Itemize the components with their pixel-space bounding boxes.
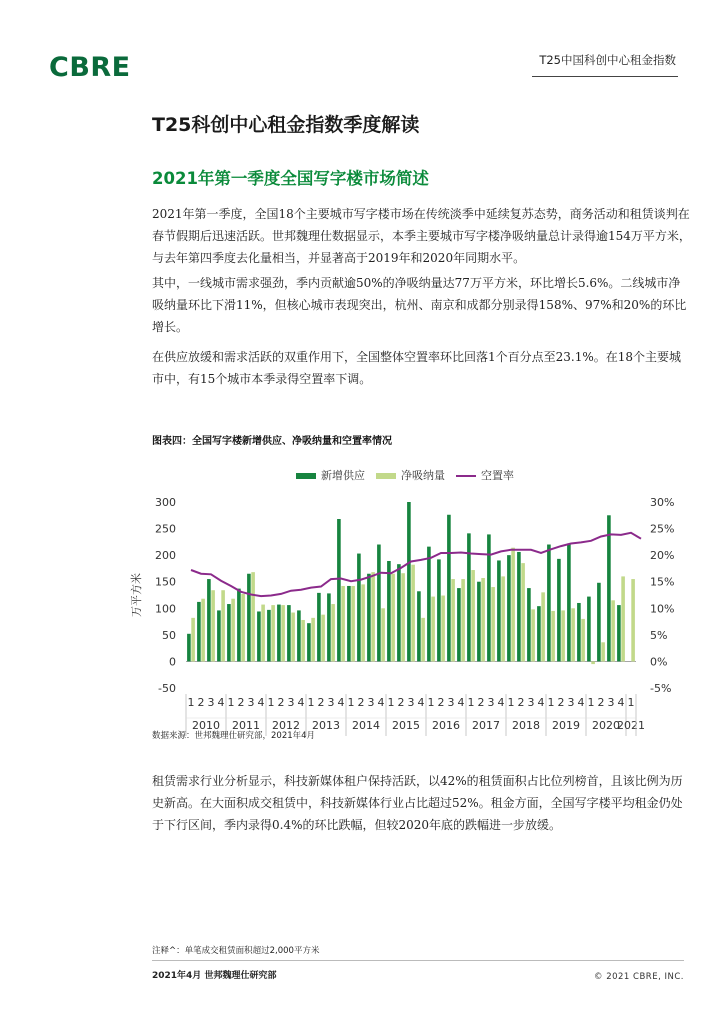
year-label: 2021 (617, 719, 645, 732)
paragraph-1: 2021年第一季度，全国18个主要城市写字楼市场在传统淡季中延续复苏态势，商务活动和租赁谈判在春节假期后迅速活跃。世邦魏理仕数据显示，本季主要城市写字楼净吸纳量总计录得逾154万平方米，与去年第四季度去化量相当，并显著高于2019年和2020年同期水平。 (152, 207, 691, 265)
absorption-bar (631, 579, 635, 661)
footer-rule (152, 960, 684, 961)
supply-bar (197, 602, 201, 662)
quarter-label: 1 (227, 696, 235, 709)
supply-bar (407, 502, 411, 661)
quarter-label: 4 (417, 696, 425, 709)
absorption-bar (191, 618, 195, 662)
legend-label-supply: 新增供应 (321, 469, 365, 482)
quarter-label: 2 (477, 696, 485, 709)
absorption-bar (411, 565, 415, 662)
quarter-label: 4 (617, 696, 625, 709)
supply-bar (537, 606, 541, 661)
quarter-label: 3 (487, 696, 495, 709)
supply-bar (287, 605, 291, 661)
vacancy-line (191, 533, 641, 596)
y2-tick-label: 15% (650, 575, 675, 589)
quarter-label: 4 (217, 696, 225, 709)
supply-bar (417, 591, 421, 661)
supply-bar (277, 605, 281, 662)
y-tick-label: 250 (155, 522, 176, 536)
y-tick-label: 150 (155, 575, 176, 589)
quarter-label: 3 (567, 696, 575, 709)
supply-bar (397, 564, 401, 661)
supply-bar (587, 597, 591, 662)
absorption-bar (391, 574, 395, 662)
quarter-label: 4 (337, 696, 345, 709)
quarter-label: 3 (407, 696, 415, 709)
absorption-bar (431, 597, 435, 662)
supply-bar (447, 515, 451, 662)
supply-bar (597, 583, 601, 662)
absorption-bar (261, 605, 265, 662)
supply-bar (367, 574, 371, 662)
quarter-label: 4 (257, 696, 265, 709)
absorption-bar (481, 578, 485, 661)
absorption-bar (531, 609, 535, 661)
y2-tick-label: 30% (650, 496, 675, 509)
supply-bar (317, 593, 321, 662)
supply-bar (547, 545, 551, 662)
absorption-bar (401, 573, 405, 661)
absorption-bar (201, 599, 205, 662)
quarter-label: 1 (627, 696, 635, 709)
figure-title: 图表四：全国写字楼新增供应、净吸纳量和空置率情况 (152, 436, 392, 447)
supply-bar (247, 574, 251, 662)
copyright: © 2021 CBRE, INC. (594, 972, 684, 982)
absorption-bar (381, 608, 385, 661)
y-tick-label: 0 (169, 655, 176, 669)
quarter-label: 2 (357, 696, 365, 709)
year-label: 2017 (472, 719, 500, 732)
y2-tick-label: -5% (650, 682, 672, 695)
absorption-bar (441, 596, 445, 662)
paragraph-3: 在供应放缓和需求活跃的双重作用下，全国整体空置率环比回落1个百分点至23.1%。在18个主要城市中，有15个城市本季录得空置率下调。 (152, 350, 682, 386)
legend-swatch-supply (296, 473, 316, 479)
supply-bar (567, 543, 571, 661)
paragraph-2: 其中，一线城市需求强劲，季内贡献逾50%的净吸纳量达77万平方米，环比增长5.6%。二线城市净吸纳量环比下滑11%，但核心城市表现突出，杭州、南京和成都分别录得158%、97%和20%的环比增长。 (152, 276, 687, 334)
supply-bar (337, 519, 341, 661)
absorption-bar (361, 584, 365, 661)
y-tick-label: 100 (155, 602, 176, 616)
quarter-label: 2 (317, 696, 325, 709)
absorption-bar (351, 586, 355, 661)
year-label: 2015 (392, 719, 420, 732)
quarter-label: 2 (597, 696, 605, 709)
quarter-label: 1 (187, 696, 195, 709)
supply-bar (227, 604, 231, 661)
supply-absorption-vacancy-chart (128, 462, 688, 732)
absorption-bar (341, 586, 345, 661)
year-label: 2020 (592, 719, 620, 732)
supply-bar (347, 586, 351, 661)
quarter-label: 2 (197, 696, 205, 709)
quarter-label: 4 (497, 696, 505, 709)
absorption-bar (451, 579, 455, 661)
absorption-bar (541, 592, 545, 661)
y2-tick-label: 5% (650, 628, 668, 642)
absorption-bar (251, 572, 255, 661)
absorption-bar (421, 618, 425, 662)
supply-bar (427, 547, 431, 662)
quarter-label: 2 (557, 696, 565, 709)
quarter-label: 3 (287, 696, 295, 709)
quarter-label: 2 (397, 696, 405, 709)
supply-bar (617, 605, 621, 661)
year-label: 2010 (192, 719, 220, 732)
year-label: 2019 (552, 719, 580, 732)
quarter-label: 3 (207, 696, 215, 709)
supply-bar (297, 610, 301, 661)
y-tick-label: 200 (155, 549, 176, 563)
absorption-bar (571, 608, 575, 661)
absorption-bar (291, 613, 295, 662)
supply-bar (497, 560, 501, 661)
legend-swatch-absorption (376, 473, 396, 479)
absorption-bar (231, 599, 235, 662)
absorption-bar (211, 590, 215, 661)
quarter-label: 1 (427, 696, 435, 709)
year-label: 2011 (232, 719, 260, 732)
absorption-bar (471, 570, 475, 661)
absorption-bar (591, 661, 595, 664)
quarter-label: 1 (507, 696, 515, 709)
section-title: 2021年第一季度全国写字楼市场简述 (152, 169, 429, 188)
supply-bar (207, 579, 211, 661)
absorption-bar (301, 620, 305, 661)
paragraph-4: 租赁需求行业分析显示，科技新媒体租户保持活跃，以42%的租赁面积占比位列榜首，且该比例为历史新高。在大面积成交租赁中，科技新媒体行业占比超过52%。租金方面，全国写字楼平均租金仍处于下行区间，季内录得0.4%的环比跌幅，但较2020年底的跌幅进一步放缓。 (152, 774, 683, 832)
legend-label-vacancy: 空置率 (481, 469, 514, 482)
quarter-label: 3 (367, 696, 375, 709)
cbre-logo: CBRE (49, 52, 131, 83)
supply-bar (307, 623, 311, 661)
absorption-bar (311, 618, 315, 662)
legend-label-absorption: 净吸纳量 (401, 469, 445, 482)
absorption-bar (621, 576, 625, 661)
footnote: 注释^：单笔成交租赁面积超过2,000平方米 (152, 946, 320, 956)
y-axis-label: 万平方米 (130, 573, 143, 617)
quarter-label: 3 (327, 696, 335, 709)
absorption-bar (521, 563, 525, 661)
quarter-label: 4 (577, 696, 585, 709)
absorption-bar (581, 619, 585, 662)
absorption-bar (331, 604, 335, 661)
y-tick-label: 300 (155, 496, 176, 509)
supply-bar (517, 552, 521, 661)
absorption-bar (271, 605, 275, 661)
header-rule (532, 76, 678, 77)
quarter-label: 3 (527, 696, 535, 709)
quarter-label: 1 (387, 696, 395, 709)
quarter-label: 2 (517, 696, 525, 709)
quarter-label: 3 (607, 696, 615, 709)
y2-tick-label: 10% (650, 602, 675, 616)
supply-bar (607, 515, 611, 661)
supply-bar (257, 611, 261, 661)
y2-tick-label: 0% (650, 655, 668, 669)
supply-bar (327, 593, 331, 661)
quarter-label: 4 (297, 696, 305, 709)
supply-bar (577, 603, 581, 661)
quarter-label: 1 (307, 696, 315, 709)
y-tick-label: -50 (158, 682, 176, 695)
year-label: 2013 (312, 719, 340, 732)
absorption-bar (491, 587, 495, 661)
year-label: 2018 (512, 719, 540, 732)
quarter-label: 1 (347, 696, 355, 709)
page-title: T25科创中心租金指数季度解读 (152, 114, 420, 136)
y-tick-label: 50 (162, 628, 176, 642)
quarter-label: 2 (437, 696, 445, 709)
supply-bar (357, 554, 361, 662)
supply-bar (267, 610, 271, 662)
quarter-label: 3 (247, 696, 255, 709)
supply-bar (217, 610, 221, 661)
quarter-label: 2 (277, 696, 285, 709)
absorption-bar (551, 611, 555, 661)
year-label: 2012 (272, 719, 300, 732)
absorption-bar (371, 572, 375, 661)
header-title: T25中国科创中心租金指数 (539, 53, 676, 67)
quarter-label: 1 (267, 696, 275, 709)
supply-bar (457, 588, 461, 661)
quarter-label: 1 (587, 696, 595, 709)
supply-bar (507, 555, 511, 661)
data-source: 数据来源：世邦魏理仕研究部，2021年4月 (152, 731, 316, 741)
supply-bar (387, 561, 391, 661)
year-label: 2014 (352, 719, 380, 732)
absorption-bar (281, 605, 285, 661)
absorption-bar (461, 579, 465, 661)
absorption-bar (601, 642, 605, 661)
footer-date: 2021年4月 世邦魏理仕研究部 (152, 971, 277, 981)
supply-bar (557, 559, 561, 662)
quarter-label: 4 (457, 696, 465, 709)
supply-bar (237, 589, 241, 662)
y2-tick-label: 25% (650, 522, 675, 536)
supply-bar (477, 582, 481, 662)
quarter-label: 2 (237, 696, 245, 709)
absorption-bar (611, 600, 615, 661)
absorption-bar (501, 576, 505, 661)
absorption-bar (561, 610, 565, 661)
absorption-bar (241, 594, 245, 661)
supply-bar (437, 559, 441, 661)
supply-bar (187, 634, 191, 662)
supply-bar (377, 545, 381, 662)
quarter-label: 1 (547, 696, 555, 709)
quarter-label: 1 (467, 696, 475, 709)
absorption-bar (221, 590, 225, 661)
quarter-label: 4 (377, 696, 385, 709)
year-label: 2016 (432, 719, 460, 732)
supply-bar (527, 588, 531, 661)
quarter-label: 4 (537, 696, 545, 709)
quarter-label: 3 (447, 696, 455, 709)
absorption-bar (321, 615, 325, 662)
absorption-bar (511, 548, 515, 662)
y2-tick-label: 20% (650, 549, 675, 563)
